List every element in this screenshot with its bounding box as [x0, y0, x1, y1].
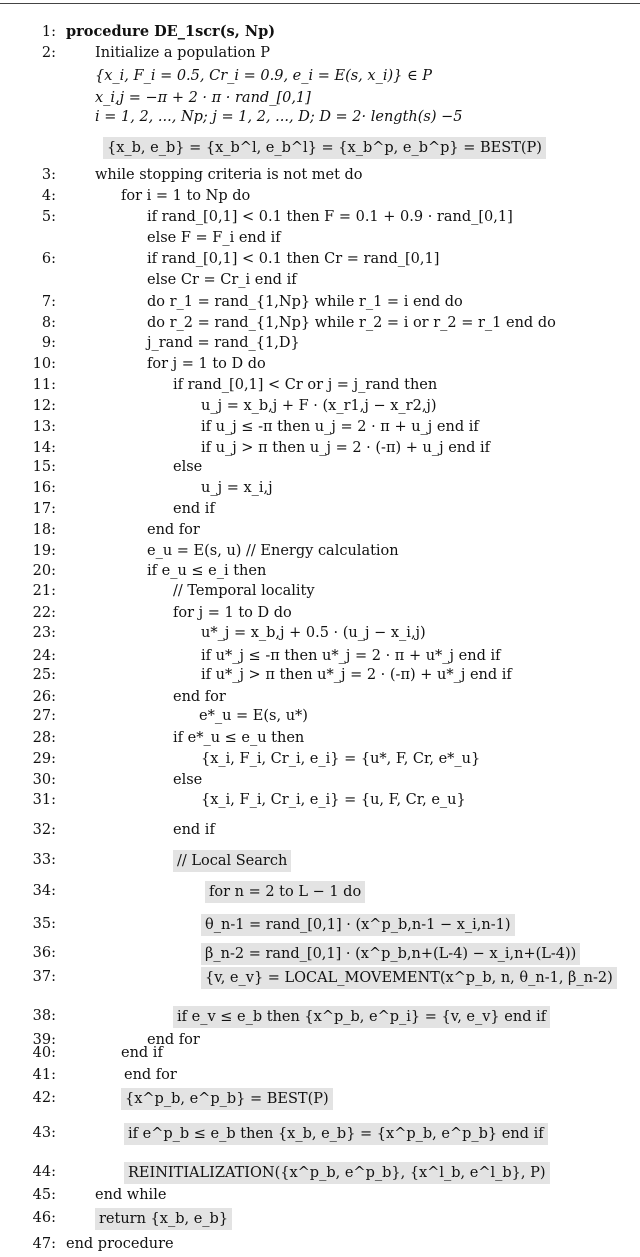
line-number: 47:: [32, 1236, 56, 1252]
line-code: end for: [173, 689, 226, 705]
line-code: end if: [121, 1045, 163, 1061]
line-number: 37:: [32, 969, 56, 985]
line-number: 35:: [32, 916, 56, 932]
line-number: 25:: [32, 667, 56, 683]
line-code: if u_j > π then u_j = 2 · (-π) + u_j end if: [201, 440, 491, 456]
line-number: 38:: [32, 1008, 56, 1024]
line-code: if rand_[0,1] < 0.1 then Cr = rand_[0,1]: [147, 251, 440, 267]
line-number: 6:: [41, 251, 56, 267]
line-number: 19:: [32, 543, 56, 559]
line-number: 44:: [32, 1164, 56, 1180]
line-number: 8:: [41, 315, 56, 331]
line-code: else: [173, 459, 203, 475]
line-code: do r_2 = rand_{1,Np} while r_2 = i or r_2 = r_1 end do: [147, 315, 556, 331]
line-code: if e_u ≤ e_i then: [147, 563, 267, 579]
line-number: 22:: [32, 605, 56, 621]
line-number: 17:: [32, 501, 56, 517]
line-code: if e*_u ≤ e_u then: [173, 730, 305, 746]
line-code: i = 1, 2, ..., Np; j = 1, 2, ..., D; D = 2· length(s) −5: [95, 109, 463, 125]
line-number: 23:: [32, 625, 56, 641]
line-code: end for: [147, 1032, 200, 1048]
line-number: 2:: [41, 45, 56, 61]
line-number: 34:: [32, 883, 56, 899]
line-number: 46:: [32, 1210, 56, 1226]
line-code: if u*_j > π then u*_j = 2 · (-π) + u*_j end if: [201, 667, 512, 683]
line-number: 10:: [32, 356, 56, 372]
line-code: e_u = E(s, u) // Energy calculation: [147, 543, 399, 559]
line-number: 40:: [32, 1045, 56, 1061]
line-number: 26:: [32, 689, 56, 705]
highlighted-code: {x^p_b, e^p_b} = BEST(P): [121, 1088, 333, 1110]
line-code: {x_i, F_i = 0.5, Cr_i = 0.9, e_i = E(s, x_i)} ∈ P: [95, 68, 433, 84]
line-code: if u_j ≤ -π then u_j = 2 · π + u_j end if: [201, 419, 479, 435]
line-code: Initialize a population P: [95, 45, 270, 61]
line-number: 16:: [32, 480, 56, 496]
highlighted-code: return {x_b, e_b}: [95, 1208, 232, 1230]
line-code: j_rand = rand_{1,D}: [147, 335, 300, 351]
highlighted-code: β_n-2 = rand_[0,1] · (x^p_b,n+(L-4) − x_i,n+(L-4)): [201, 943, 580, 965]
line-code: end procedure: [66, 1236, 174, 1252]
line-code: u*_j = x_b,j + 0.5 · (u_j − x_i,j): [201, 625, 426, 641]
highlighted-code: if e^p_b ≤ e_b then {x_b, e_b} = {x^p_b, e^p_b} end if: [124, 1123, 548, 1145]
line-code: procedure DE_1scr(s, Np): [66, 23, 276, 40]
line-code: // Temporal locality: [173, 583, 315, 599]
line-code: end while: [95, 1187, 167, 1203]
line-code: else: [173, 772, 203, 788]
line-number: 7:: [41, 294, 56, 310]
line-code: u_j = x_i,j: [201, 480, 273, 496]
highlighted-code: REINITIALIZATION({x^p_b, e^p_b}, {x^l_b, e^l_b}, P): [124, 1162, 550, 1184]
line-code: if u*_j ≤ -π then u*_j = 2 · π + u*_j end if: [201, 648, 501, 664]
line-number: 14:: [32, 440, 56, 456]
highlighted-code: {v, e_v} = LOCAL_MOVEMENT(x^p_b, n, θ_n-1, β_n-2): [201, 967, 617, 989]
line-number: 4:: [41, 188, 56, 204]
line-code: end for: [147, 522, 200, 538]
line-number: 31:: [32, 792, 56, 808]
line-code: else Cr = Cr_i end if: [147, 272, 297, 288]
highlighted-code: if e_v ≤ e_b then {x^p_b, e^p_i} = {v, e_v} end if: [173, 1006, 550, 1028]
line-number: 41:: [32, 1067, 56, 1083]
line-number: 30:: [32, 772, 56, 788]
line-code: x_i,j = −π + 2 · π · rand_[0,1]: [95, 90, 311, 106]
line-number: 27:: [32, 708, 56, 724]
line-code: u_j = x_b,j + F · (x_r1,j − x_r2,j): [201, 398, 437, 414]
line-code: do r_1 = rand_{1,Np} while r_1 = i end do: [147, 294, 463, 310]
line-number: 18:: [32, 522, 56, 538]
line-number: 36:: [32, 945, 56, 961]
line-number: 11:: [32, 377, 56, 393]
highlighted-code: // Local Search: [173, 850, 291, 872]
line-number: 12:: [32, 398, 56, 414]
line-code: for j = 1 to D do: [147, 356, 266, 372]
highlighted-code: for n = 2 to L − 1 do: [205, 881, 365, 903]
line-number: 45:: [32, 1187, 56, 1203]
line-code: {x_i, F_i, Cr_i, e_i} = {u, F, Cr, e_u}: [201, 792, 466, 808]
line-number: 21:: [32, 583, 56, 599]
line-number: 20:: [32, 563, 56, 579]
line-number: 28:: [32, 730, 56, 746]
line-number: 39:: [32, 1032, 56, 1048]
line-number: 3:: [41, 167, 56, 183]
line-number: 32:: [32, 822, 56, 838]
line-code: e*_u = E(s, u*): [199, 708, 308, 724]
top-rule: [0, 3, 640, 4]
highlighted-code: {x_b, e_b} = {x_b^l, e_b^l} = {x_b^p, e_b^p} = BEST(P): [103, 137, 546, 159]
line-code: if rand_[0,1] < 0.1 then F = 0.1 + 0.9 · rand_[0,1]: [147, 209, 513, 225]
line-number: 13:: [32, 419, 56, 435]
line-code: end for: [124, 1067, 177, 1083]
line-code: if rand_[0,1] < Cr or j = j_rand then: [173, 377, 438, 393]
line-number: 9:: [41, 335, 56, 351]
line-code: end if: [173, 501, 215, 517]
line-code: end if: [173, 822, 215, 838]
line-number: 43:: [32, 1125, 56, 1141]
line-number: 42:: [32, 1090, 56, 1106]
line-number: 33:: [32, 852, 56, 868]
line-code: for j = 1 to D do: [173, 605, 292, 621]
line-code: while stopping criteria is not met do: [95, 167, 363, 183]
line-number: 5:: [41, 209, 56, 225]
line-code: else F = F_i end if: [147, 230, 281, 246]
line-code: for i = 1 to Np do: [121, 188, 251, 204]
line-number: 15:: [32, 459, 56, 475]
line-number: 29:: [32, 751, 56, 767]
line-code: {x_i, F_i, Cr_i, e_i} = {u*, F, Cr, e*_u}: [201, 751, 481, 767]
line-number: 24:: [32, 648, 56, 664]
line-number: 1:: [41, 24, 56, 40]
highlighted-code: θ_n-1 = rand_[0,1] · (x^p_b,n-1 − x_i,n-1): [201, 914, 515, 936]
